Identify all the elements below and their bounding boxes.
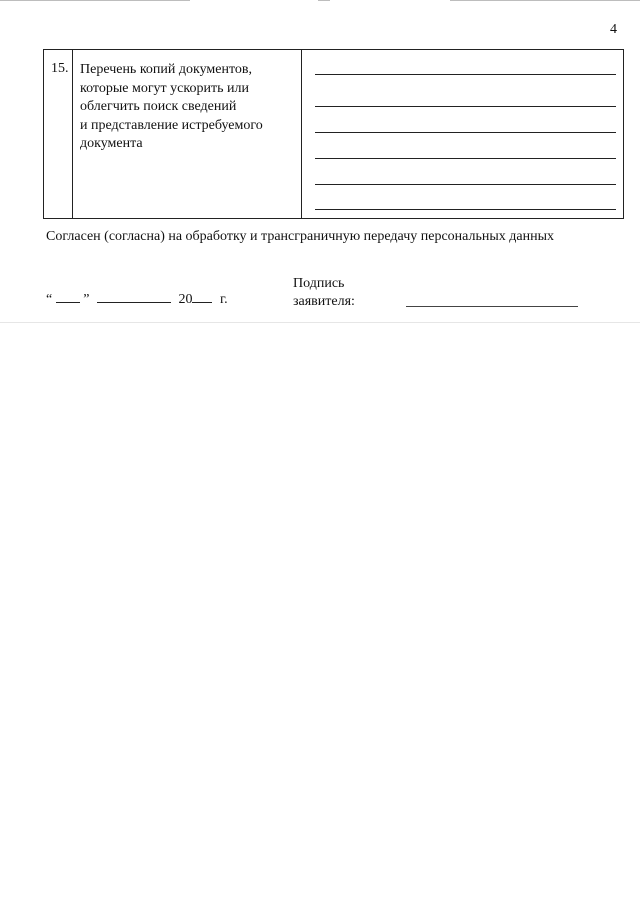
answer-line-2[interactable] <box>315 106 616 107</box>
year-blank[interactable] <box>192 290 212 303</box>
signature-label <box>293 275 355 311</box>
answer-line-5[interactable] <box>315 184 616 185</box>
item-description <box>80 61 310 154</box>
consent-statement: Согласен (согласна) на обработку и трансграничную передачу персональных данных <box>46 229 554 244</box>
date-open-quote: “ <box>46 292 53 307</box>
signature-line[interactable] <box>406 306 578 307</box>
page-number: 4 <box>610 22 617 37</box>
item-description-line: облегчить поиск сведений <box>80 99 237 114</box>
answer-line-4[interactable] <box>315 158 616 159</box>
item-description-line: и представление истребуемого <box>80 117 263 133</box>
year-prefix: 20 <box>178 292 193 307</box>
item-description-line: которые могут ускорить или <box>80 80 249 96</box>
day-blank[interactable] <box>56 290 80 303</box>
signature-label-line: заявителя: <box>293 294 355 309</box>
item-description-line: Перечень копий документов, <box>80 62 253 77</box>
answer-line-1[interactable] <box>315 74 616 75</box>
scan-edge-line <box>0 322 640 323</box>
top-edge-line-right <box>450 0 640 1</box>
answer-line-6[interactable] <box>315 209 616 210</box>
item-number: 15. <box>51 61 69 76</box>
date-close-quote: ” <box>83 292 90 307</box>
answer-line-3[interactable] <box>315 132 616 133</box>
signature-label-line: Подпись <box>293 276 345 291</box>
month-blank[interactable] <box>97 290 171 303</box>
top-edge-line-left <box>0 0 190 1</box>
number-column-divider <box>72 50 73 218</box>
item-description-line: документа <box>80 136 143 151</box>
year-suffix: г. <box>219 292 228 307</box>
date-field <box>46 290 228 308</box>
top-edge-line-middle <box>318 0 330 1</box>
form-table <box>43 49 624 219</box>
